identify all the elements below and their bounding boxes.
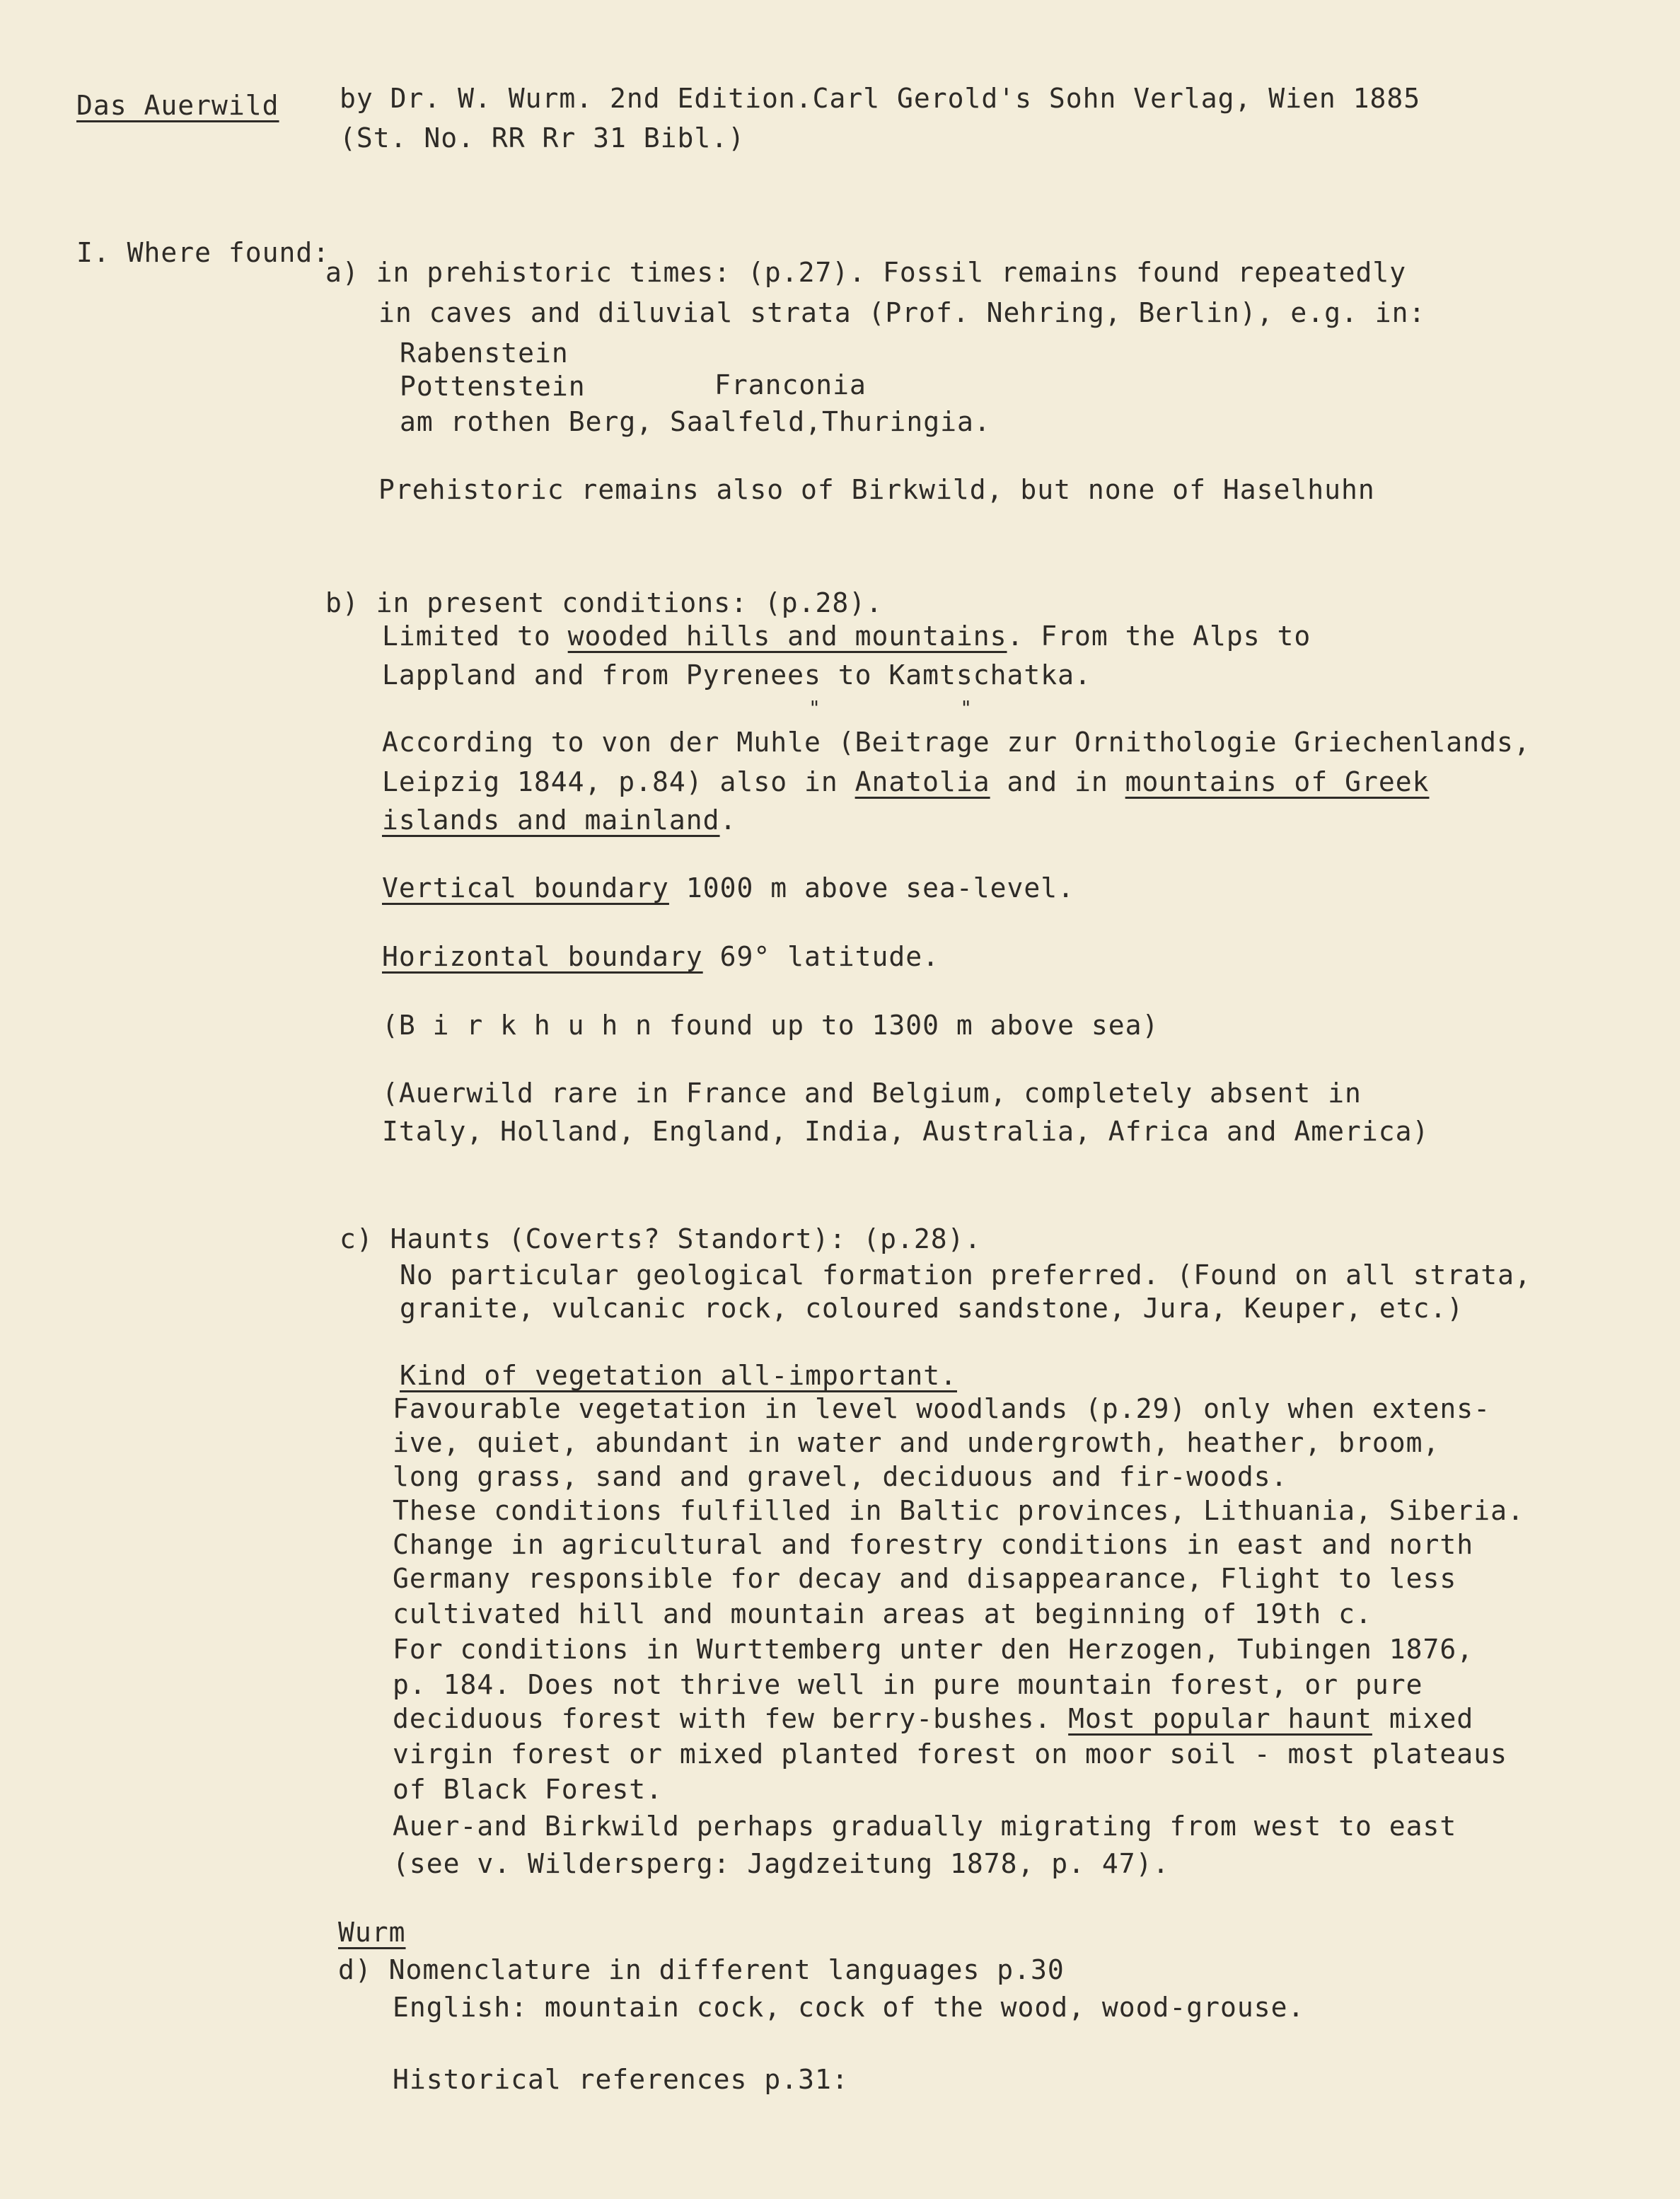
region-name: Franconia xyxy=(714,369,867,400)
book-title: Das Auerwild xyxy=(76,90,279,121)
vegetation-line: For conditions in Wurttemberg unter den Herzogen, Tubingen 1876, xyxy=(393,1634,1474,1665)
author-tag: Wurm xyxy=(338,1917,406,1948)
subsection-b-line: According to von der Muhle (Beitrage zur Ornithologie Griechenlands, xyxy=(382,727,1531,758)
subsection-b-line: Limited to wooded hills and mountains. From the Alps to xyxy=(382,621,1311,652)
place-name: Rabenstein xyxy=(400,337,569,369)
vegetation-line: p. 184. Does not thrive well in pure mountain forest, or pure xyxy=(393,1669,1423,1700)
vegetation-line: Germany responsible for decay and disappearance, Flight to less xyxy=(393,1563,1457,1594)
vegetation-line: ive, quiet, abundant in water and undergrowth, heather, broom, xyxy=(393,1427,1440,1458)
vegetation-line: deciduous forest with few berry-bushes. Most popular haunt mixed xyxy=(393,1703,1474,1734)
subsection-b-line: islands and mainland. xyxy=(382,804,737,836)
book-shelfmark: (St. No. RR Rr 31 Bibl.) xyxy=(340,122,746,154)
horizontal-boundary: Horizontal boundary 69° latitude. xyxy=(382,941,939,972)
distribution-note: Italy, Holland, England, India, Australia, Africa and America) xyxy=(382,1116,1430,1147)
vegetation-heading: Kind of vegetation all-important. xyxy=(400,1360,957,1391)
vegetation-line: (see v. Wildersperg: Jagdzeitung 1878, p. 47). xyxy=(393,1848,1170,1879)
distribution-note: (Auerwild rare in France and Belgium, completely absent in xyxy=(382,1078,1362,1109)
subsection-b-line: b) in present conditions: (p.28). xyxy=(325,587,883,618)
vegetation-line: of Black Forest. xyxy=(393,1774,664,1805)
subsection-b-line: Leipzig 1844, p.84) also in Anatolia and in mountains of Greek xyxy=(382,766,1430,797)
vegetation-line: long grass, sand and gravel, deciduous and fir-woods. xyxy=(393,1461,1288,1492)
section-heading: I. Where found: xyxy=(76,237,330,268)
vegetation-line: virgin forest or mixed planted forest on moor soil - most plateaus xyxy=(393,1738,1507,1770)
subsection-c-line: c) Haunts (Coverts? Standort): (p.28). xyxy=(340,1223,982,1254)
birkhuhn-note: (B i r k h u h n found up to 1300 m above sea) xyxy=(382,1010,1159,1041)
subsection-c-line: granite, vulcanic rock, coloured sandstone, Jura, Keuper, etc.) xyxy=(400,1293,1464,1324)
vegetation-line: Auer-and Birkwild perhaps gradually migrating from west to east xyxy=(393,1811,1457,1842)
vegetation-line: Change in agricultural and forestry conditions in east and north xyxy=(393,1529,1474,1560)
subsection-c-line: No particular geological formation preferred. (Found on all strata, xyxy=(400,1259,1531,1291)
subsection-d-line: English: mountain cock, cock of the wood, wood-grouse. xyxy=(393,1992,1305,2023)
subsection-b-line: Lappland and from Pyrenees to Kamtschatka. xyxy=(382,659,1091,691)
vegetation-line: Favourable vegetation in level woodlands (p.29) only when extens- xyxy=(393,1393,1491,1424)
vertical-boundary: Vertical boundary 1000 m above sea-level. xyxy=(382,872,1075,904)
subsection-d-line: Historical references p.31: xyxy=(393,2064,849,2095)
vegetation-line: These conditions fulfilled in Baltic provinces, Lithuania, Siberia. xyxy=(393,1495,1524,1526)
place-name: am rothen Berg, Saalfeld,Thuringia. xyxy=(400,406,991,437)
book-citation: by Dr. W. Wurm. 2nd Edition.Carl Gerold's Sohn Verlag, Wien 1885 xyxy=(340,83,1421,114)
subsection-a-line: a) in prehistoric times: (p.27). Fossil remains found repeatedly xyxy=(325,257,1407,288)
umlaut-marks: " " xyxy=(809,696,973,720)
subsection-a-line: in caves and diluvial strata (Prof. Nehring, Berlin), e.g. in: xyxy=(378,297,1426,328)
vegetation-line: cultivated hill and mountain areas at beginning of 19th c. xyxy=(393,1598,1372,1629)
subsection-d-line: d) Nomenclature in different languages p.30 xyxy=(338,1954,1065,1985)
prehistoric-note: Prehistoric remains also of Birkwild, but none of Haselhuhn xyxy=(378,474,1375,505)
place-name: Pottenstein xyxy=(400,371,586,402)
